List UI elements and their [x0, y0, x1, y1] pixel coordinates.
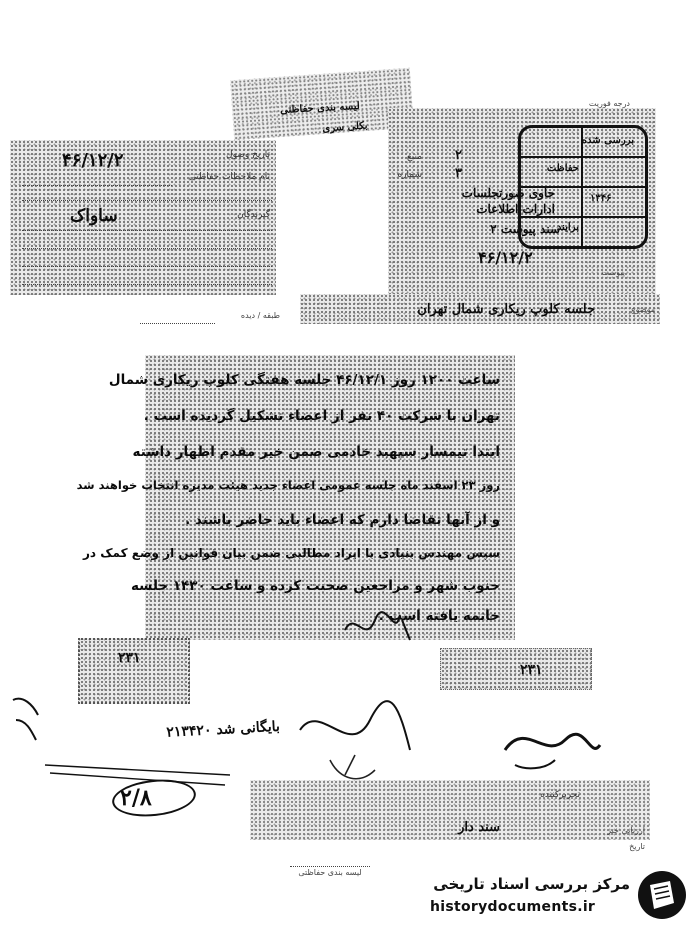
subject-label: موضوع	[630, 305, 655, 314]
left-date-value: ۴۶/۱۲/۲	[62, 150, 124, 171]
left-footer-label: طبقه / دیده	[240, 311, 280, 320]
body-line-6: سپس مهندس بنیادی با ایراد مطالبی ضمن بیان قوانین از وضع کمک در	[83, 546, 500, 560]
watermark-url: historydocuments.ir	[430, 899, 596, 915]
lower-box	[78, 638, 190, 704]
body-line-4: روز ۲۳ اسفند ماه جلسه عمومی اعضاء جدید هیئت مدیره انتخاب خواهند شد	[76, 478, 500, 492]
left-notes-label: نام ملاحظات حفاظتی	[188, 172, 270, 182]
right-handwritten-1: حاوی صورتجلسات	[461, 186, 555, 200]
right-num-1: ۲	[455, 148, 462, 163]
right-signature	[495, 710, 605, 780]
right-ref: سند پیوست ۲	[490, 222, 560, 236]
type-label: تاریخ	[629, 842, 645, 851]
left-date-label: تاریخ وصول	[226, 150, 270, 160]
left-receivers-label: گیرندگان	[237, 210, 270, 220]
right-date-hand: ۴۶/۱۲/۲	[478, 248, 533, 267]
lower-right-stamp	[440, 648, 592, 690]
left-handwritten-note: بایگانی شد ۲۱۳۴۲۰	[166, 718, 281, 741]
body-line-1: ساعت ۱۲۰۰ روز ۴۶/۱۲/۱ جلسه هفتگی کلوپ ریکاری شمال	[108, 372, 500, 388]
handwritten-scrawl	[340, 600, 420, 650]
right-num-2: ۳	[455, 166, 462, 181]
stamp-row-1: بررسی شده	[581, 135, 634, 146]
lower-right-number: ۲۳۱	[520, 662, 543, 678]
body-line-7: جنوب شهر و مراجعین صحبت کرده و ساعت ۱۴۳۰ جلسه	[130, 578, 500, 594]
right-handwritten-2: ادارات اطلاعات	[476, 202, 555, 216]
right-col-label-1: منبع	[406, 152, 422, 162]
left-receiver-value: ساواک	[70, 206, 118, 226]
body-line-2: تهران با شرکت ۴۰ نفر از اعضاء تشکیل گردیده است .	[143, 408, 500, 424]
stamp-row-2: حفاظت	[546, 163, 579, 174]
lower-box-number: ۲۳۱	[118, 650, 141, 666]
reporter-label: ارزیابی خبر	[607, 826, 645, 835]
left-margin-scribble	[8, 690, 48, 750]
footer-classification: لیسه بندی حفاظتی	[298, 868, 362, 877]
body-block	[145, 355, 515, 640]
body-line-8: خاتمه یافته است .	[378, 608, 500, 624]
header-stamp-line1: لیسه بندی حفاظتی	[279, 100, 361, 117]
archive-logo-icon	[636, 869, 688, 921]
signer-name: سند دار	[458, 820, 500, 835]
stamp-row-3: ۱۳۴۶	[590, 193, 612, 204]
footer-number: ۲/۸	[120, 785, 152, 811]
watermark-title: مرکز بررسی اسناد تاریخی	[433, 875, 630, 893]
body-line-5: و از آنها تقاضا دارم که اعضاء باید حاضر باشند .	[185, 512, 500, 528]
right-attachments-label: پیوست	[601, 268, 625, 277]
signature-label: تحریرکننده	[540, 790, 580, 800]
subject-value: جلسه کلوپ ریکاری شمال تهران	[417, 302, 595, 317]
body-line-3: ابتدا تیمسار سپهبد خادمی ضمن خیر مقدم اظهار داشته	[132, 444, 500, 460]
right-col-label-2: شماره	[397, 170, 422, 180]
stamp-row-4: برایند	[556, 222, 579, 233]
right-degree-label: درجه فوریت	[588, 99, 630, 108]
header-stamp-line2: بکلی سری	[322, 120, 368, 135]
